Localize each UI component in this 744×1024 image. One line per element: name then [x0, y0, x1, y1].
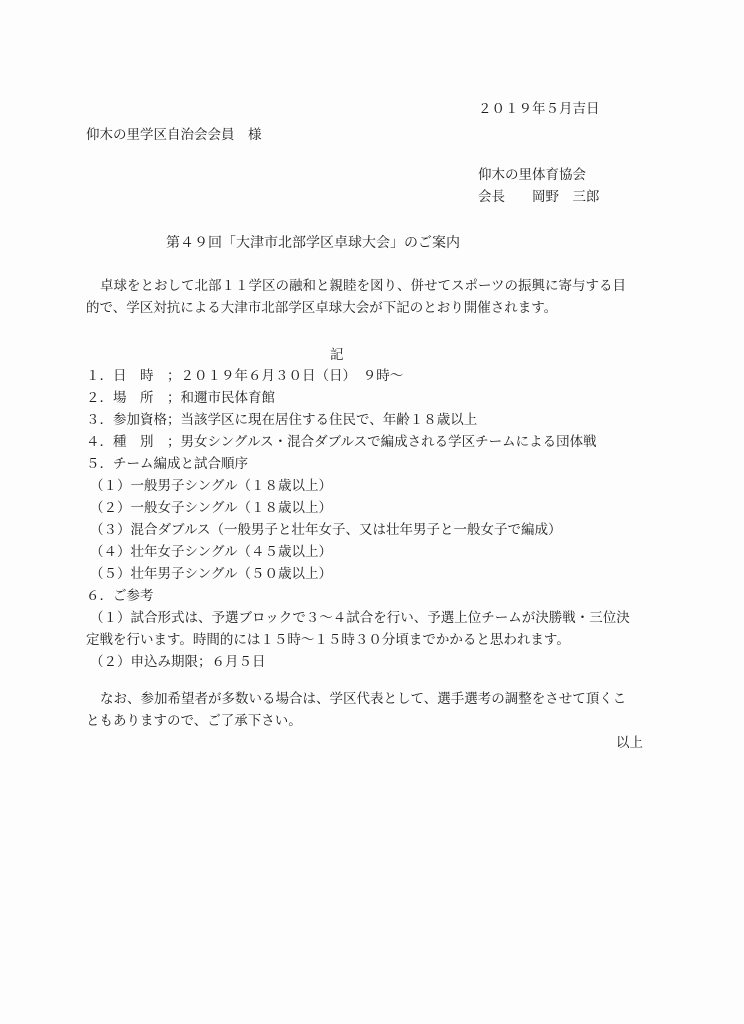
reference-1-line-1: （１）試合形式は、予選ブロックで３～４試合を行い、予選上位チームが決勝戦・三位決: [90, 610, 630, 626]
team-order-3: （３）混合ダブルス（一般男子と壮年女子、又は壮年男子と一般女子で編成）: [90, 522, 562, 538]
document-date: ２０１９年５月吉日: [478, 101, 600, 117]
item-team-heading: ５．チーム編成と試合順序: [86, 456, 248, 472]
team-order-1: （１）一般男子シングル（１８歳以上）: [90, 478, 332, 494]
item-venue: ２．場 所 ；和邇市民体育館: [86, 390, 275, 406]
note-line-1: なお、参加希望者が多数いる場合は、学区代表として、選手選考の調整をさせて頂くこ: [100, 691, 627, 707]
team-order-4: （４）壮年女子シングル（４５歳以上）: [90, 544, 332, 560]
sender-organization: 仰木の里体育協会: [478, 167, 586, 183]
closing-mark: 以上: [616, 735, 643, 751]
intro-line-2: 的で、学区対抗による大津市北部学区卓球大会が下記のとおり開催されます。: [86, 300, 558, 316]
item-reference-heading: ６．ご参考: [86, 588, 154, 604]
reference-2: （２）申込み期限；６月５日: [90, 654, 266, 670]
team-order-5: （５）壮年男子シングル（５０歳以上）: [90, 566, 332, 582]
item-event-type: ４．種 別 ；男女シングルス・混合ダブルスで編成される学区チームによる団体戦: [86, 434, 597, 450]
ki-heading: 記: [330, 347, 344, 363]
sender-person: 会長 岡野 三郎: [478, 189, 600, 205]
item-datetime: １．日 時 ；２０１９年６月３０日（日） ９時～: [86, 368, 404, 384]
note-line-2: ともありますので、ご了承下さい。: [86, 713, 302, 729]
reference-1-line-2: 定戦を行います。時間的には１５時～１５時３０分頃までかかると思われます。: [86, 632, 570, 648]
intro-line-1: 卓球をとおして北部１１学区の融和と親睦を図り、併せてスポーツの振興に寄与する目: [100, 278, 626, 294]
addressee: 仰木の里学区自治会会員 様: [86, 127, 262, 143]
item-eligibility: ３．参加資格；当該学区に現在居住する住民で、年齢１８歳以上: [86, 412, 478, 428]
team-order-2: （２）一般女子シングル（１８歳以上）: [90, 500, 332, 516]
document-title: 第４９回「大津市北部学区卓球大会」のご案内: [166, 235, 460, 251]
